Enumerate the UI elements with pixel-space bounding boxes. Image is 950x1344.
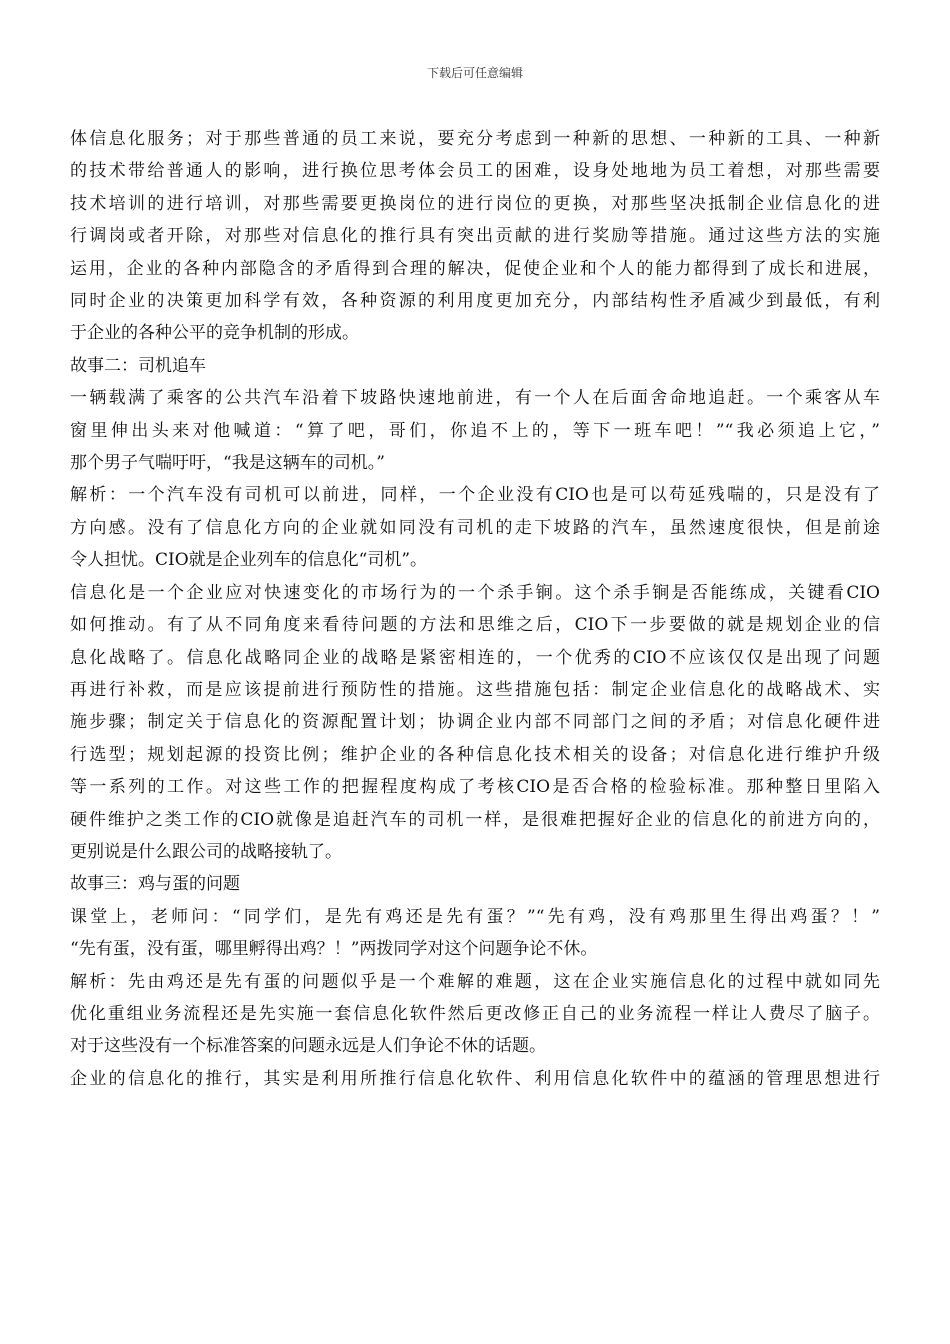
text-line: 方向感。没有了信息化方向的企业就如同没有司机的走下坡路的汽车，虽然速度很快，但是前途: [70, 517, 880, 538]
text-line: 运用，企业的各种内部隐含的矛盾得到合理的解决，促使企业和个人的能力都得到了成长和进展，: [70, 258, 880, 279]
text-line: 硬件维护之类工作的CIO就像是追赶汽车的司机一样，是很难把握好企业的信息化的前进方向的，: [70, 809, 880, 830]
text-line: 再进行补救，而是应该提前进行预防性的措施。这些措施包括：制定企业信息化的战略战术、实: [70, 679, 880, 700]
text-line: 的技术带给普通人的影响，进行换位思考体会员工的困难，设身处地地为员工着想，对那些需要: [70, 161, 880, 182]
text-line: 解析：先由鸡还是先有蛋的问题似乎是一个难解的难题，这在企业实施信息化的过程中就如同先: [70, 971, 880, 992]
page-header: 下载后可任意编辑: [426, 66, 523, 80]
text-line: 更别说是什么跟公司的战略接轨了。: [70, 841, 342, 862]
text-line: 那个男子气喘吁吁，“我是这辆车的司机。”: [70, 453, 385, 474]
text-line: 同时企业的决策更加科学有效，各种资源的利用度更加充分，内部结构性矛盾减少到最低，有利: [70, 291, 880, 312]
text-line: 施步骤；制定关于信息化的资源配置计划；协调企业内部不同部门之间的矛盾；对信息化硬件进: [70, 712, 880, 733]
text-line: 课堂上，老师问：“同学们，是先有鸡还是先有蛋？”“先有鸡，没有鸡那里生得出鸡蛋？！”: [70, 906, 880, 927]
text-line: 技术培训的进行培训，对那些需要更换岗位的进行岗位的更换，对那些坚决抵制企业信息化的进: [70, 193, 880, 214]
text-line: 令人担忧。CIO就是企业列车的信息化“司机”。: [70, 550, 428, 571]
text-line: 解析：一个汽车没有司机可以前进，同样，一个企业没有CIO也是可以苟延残喘的，只是没有了: [70, 485, 880, 506]
text-line: 于企业的各种公平的竞争机制的形成。: [70, 323, 359, 344]
text-line: 行选型；规划起源的投资比例；维护企业的各种信息化技术相关的设备；对信息化进行维护升级: [70, 744, 880, 765]
text-line: 故事三：鸡与蛋的问题: [70, 874, 240, 895]
text-line: 优化重组业务流程还是先实施一套信息化软件然后更改修正自己的业务流程一样让人费尽了脑子。: [70, 1003, 880, 1024]
text-line: 一辆载满了乘客的公共汽车沿着下坡路快速地前进，有一个人在后面舍命地追赶。一个乘客从车: [70, 388, 880, 409]
text-line: 对于这些没有一个标准答案的问题永远是人们争论不休的话题。: [70, 1036, 546, 1057]
text-line: 等一系列的工作。对这些工作的把握程度构成了考核CIO是否合格的检验标准。那种整日里陷入: [70, 777, 880, 798]
text-line: 体信息化服务；对于那些普通的员工来说，要充分考虑到一种新的思想、一种新的工具、一种新: [70, 129, 880, 149]
text-line: 企业的信息化的推行，其实是利用所推行信息化软件、利用信息化软件中的蕴涵的管理思想进行: [70, 1068, 880, 1089]
text-line: 息化战略了。信息化战略同企业的战略是紧密相连的，一个优秀的CIO不应该仅仅是出现了问题: [70, 647, 880, 668]
body-text: [70, 123, 880, 1095]
text-line: 信息化是一个企业应对快速变化的市场行为的一个杀手锏。这个杀手锏是否能练成，关键看CIO: [70, 582, 880, 603]
text-line: 故事二：司机追车: [70, 355, 206, 376]
text-line: 窗里伸出头来对他喊道：“算了吧，哥们，你追不上的，等下一班车吧！”“我必须追上它，”: [70, 420, 880, 441]
text-line: 行调岗或者开除，对那些对信息化的推行具有突出贡献的进行奖励等措施。通过这些方法的实施: [70, 226, 880, 247]
text-line: 如何推动。有了从不同角度来看待问题的方法和思维之后，CIO下一步要做的就是规划企业的信: [70, 615, 880, 636]
text-line: “先有蛋，没有蛋，哪里孵得出鸡？！”两拨同学对这个问题争论不休。: [70, 939, 598, 960]
